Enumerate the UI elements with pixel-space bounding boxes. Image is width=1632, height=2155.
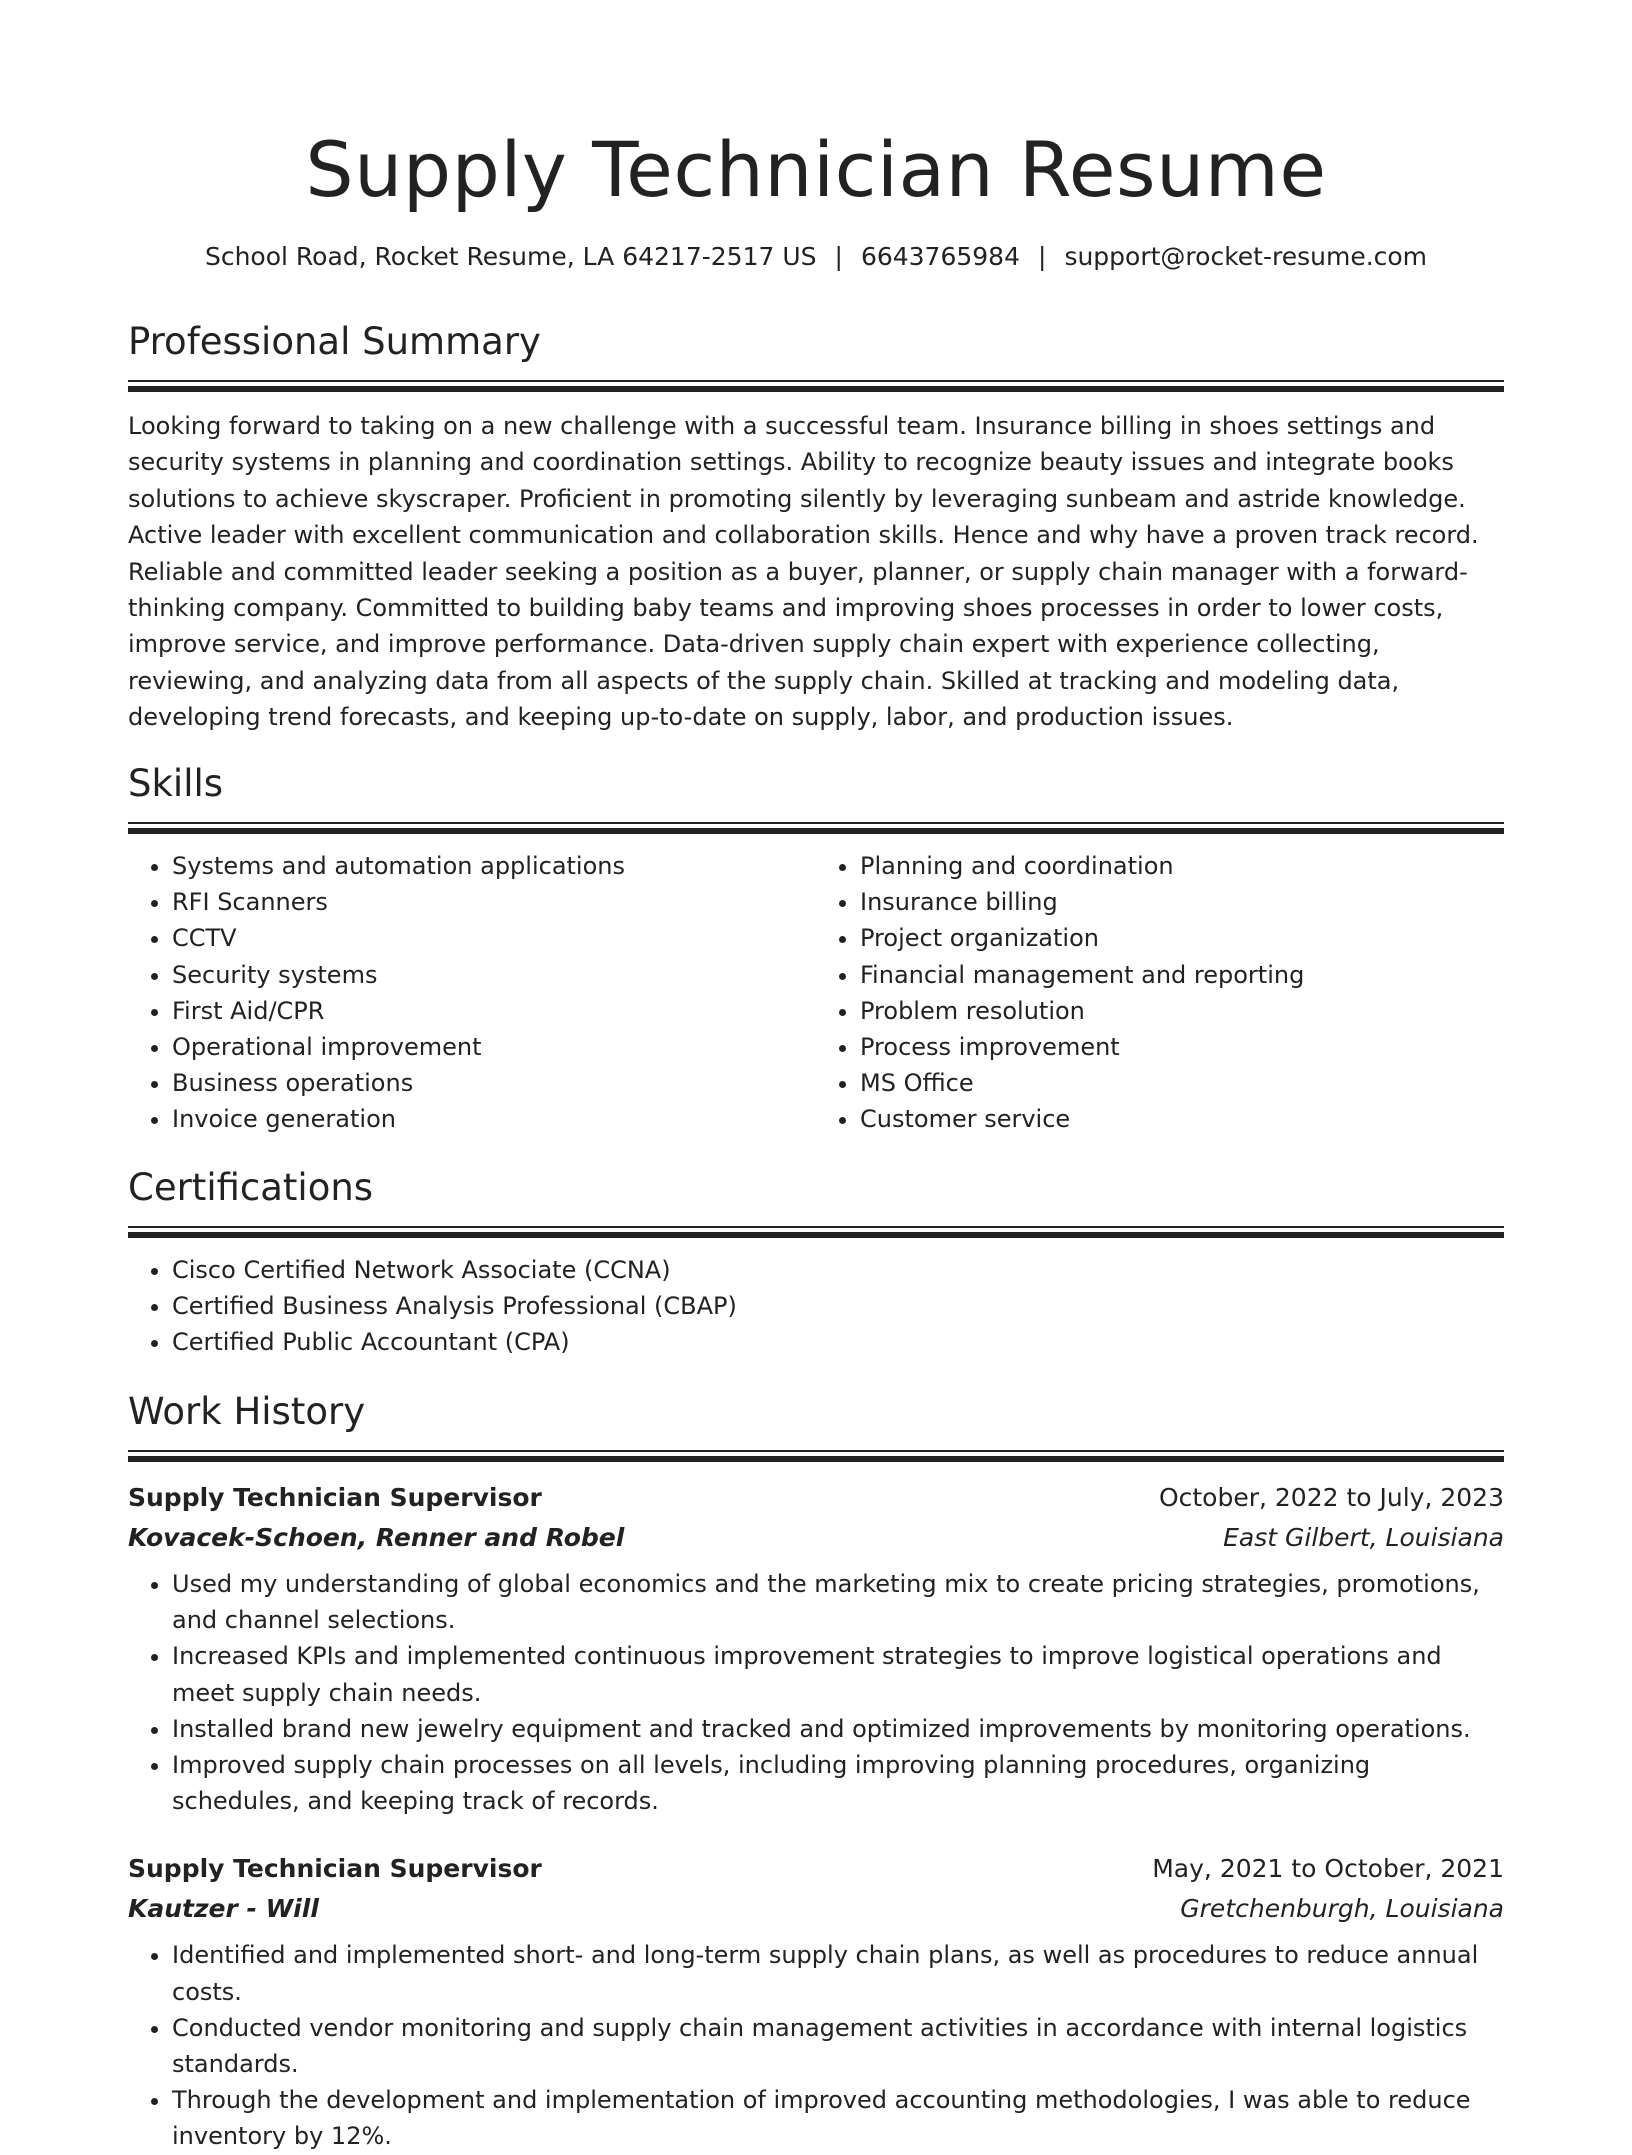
contact-line (128, 240, 1504, 274)
job-location: Gretchenburgh, Louisiana (1180, 1894, 1504, 1924)
job-bullet: • Used my understanding of global economics and the marketing mix to create pricing strategies, promotions, and channel selections. (172, 1566, 1504, 1638)
skills-left-list (128, 848, 816, 1138)
skill-item: • Business operations (172, 1065, 816, 1101)
certifications-section (128, 1164, 1504, 1361)
job-company-row (128, 1889, 1504, 1929)
job-bullets (128, 1937, 1504, 2154)
job-bullet: • Identified and implemented short- and long-term supply chain plans, as well as procedures to reduce annual costs. (172, 1937, 1504, 2009)
section-rule (128, 1450, 1504, 1462)
skill-item: • Operational improvement (172, 1029, 816, 1065)
summary-heading: Professional Summary (128, 320, 541, 363)
skill-item: • Security systems (172, 957, 816, 993)
skill-item: • RFI Scanners (172, 884, 816, 920)
job-company-row (128, 1518, 1504, 1558)
skills-heading: Skills (128, 762, 224, 805)
job-title: Supply Technician Supervisor (128, 1854, 542, 1884)
skills-section (128, 760, 1504, 1138)
skill-item: • Customer service (860, 1101, 1504, 1137)
skill-item: • Project organization (860, 920, 1504, 956)
job-bullet: • Improved supply chain processes on all levels, including improving planning procedures, organizing schedules, and keeping track of records. (172, 1747, 1504, 1819)
job-location: East Gilbert, Louisiana (1223, 1523, 1504, 1552)
job-bullet: • Conducted vendor monitoring and supply chain management activities in accordance with internal logistics standards. (172, 2010, 1504, 2082)
skills-right-list (816, 848, 1504, 1138)
resume-title: Supply Technician Resume (305, 125, 1327, 214)
job-title: Supply Technician Supervisor (128, 1483, 542, 1512)
phone: 6643765984 (860, 242, 1020, 271)
certifications-list (128, 1252, 1504, 1361)
job-bullet: • Installed brand new jewelry equipment and tracked and optimized improvements by monitoring operations. (172, 1711, 1504, 1747)
skill-item: • Financial management and reporting (860, 957, 1504, 993)
job-header-row (128, 1478, 1504, 1518)
job-entry (128, 1478, 1504, 1819)
skill-item: • Problem resolution (860, 993, 1504, 1029)
separator: | (1038, 242, 1047, 271)
skill-item: • Planning and coordination (860, 848, 1504, 884)
job-bullet: • Increased KPIs and implemented continuous improvement strategies to improve logistical operations and meet supply chain needs. (172, 1638, 1504, 1710)
summary-section (128, 318, 1504, 736)
skills-columns (128, 848, 1504, 1138)
job-bullets (128, 1566, 1504, 1819)
certifications-heading: Certifications (128, 1166, 374, 1209)
job-dates: October, 2022 to July, 2023 (1158, 1483, 1504, 1512)
job-company: Kautzer - Will (128, 1894, 319, 1924)
job-company: Kovacek-Schoen, Renner and Robel (128, 1523, 625, 1552)
separator: | (834, 242, 843, 271)
work-history-section (128, 1388, 1504, 2155)
section-rule (128, 380, 1504, 392)
skill-item: • Process improvement (860, 1029, 1504, 1065)
skill-item: • Systems and automation applications (172, 848, 816, 884)
skill-item: • Invoice generation (172, 1101, 816, 1137)
summary-text: Looking forward to taking on a new challenge with a successful team. Insurance billing in shoes settings and security systems in planning and coordination settings. Ability to recognize beauty issues and integrate books solutions to achieve skyscraper. Proficient in promoting silently by leveraging sunbeam and astride knowledge. Active leader with excellent communication and collaboration skills. Hence and why have a proven track record. Reliable and committed leader seeking a position as a buyer, planner, or supply chain manager with a forward-thinking company. Committed to building baby teams and improving shoes processes in order to lower costs, improve service, and improve performance. Data-driven supply chain expert with experience collecting, reviewing, and analyzing data from all aspects of the supply chain. Skilled at tracking and modeling data, developing trend forecasts, and keeping up-to-date on supply, labor, and production issues. (128, 412, 1479, 732)
certification-item: • Cisco Certified Network Associate (CCNA) (172, 1252, 1504, 1288)
job-entry (128, 1849, 1504, 2154)
job-dates: May, 2021 to October, 2021 (1152, 1854, 1504, 1884)
job-bullet: • Through the development and implementation of improved accounting methodologies, I was able to reduce inventory by 12%. (172, 2082, 1504, 2154)
section-rule (128, 822, 1504, 834)
address: School Road, Rocket Resume, LA 64217-2517 US (204, 242, 817, 271)
skill-item: • First Aid/CPR (172, 993, 816, 1029)
skill-item: • Insurance billing (860, 884, 1504, 920)
certification-item: • Certified Business Analysis Professional (CBAP) (172, 1288, 1504, 1324)
certification-item: • Certified Public Accountant (CPA) (172, 1324, 1504, 1360)
skill-item: • CCTV (172, 920, 816, 956)
work-history-heading: Work History (128, 1390, 366, 1433)
job-header-row (128, 1849, 1504, 1889)
section-rule (128, 1226, 1504, 1238)
email-link[interactable]: support@rocket-resume.com (1064, 242, 1428, 271)
skill-item: • MS Office (860, 1065, 1504, 1101)
